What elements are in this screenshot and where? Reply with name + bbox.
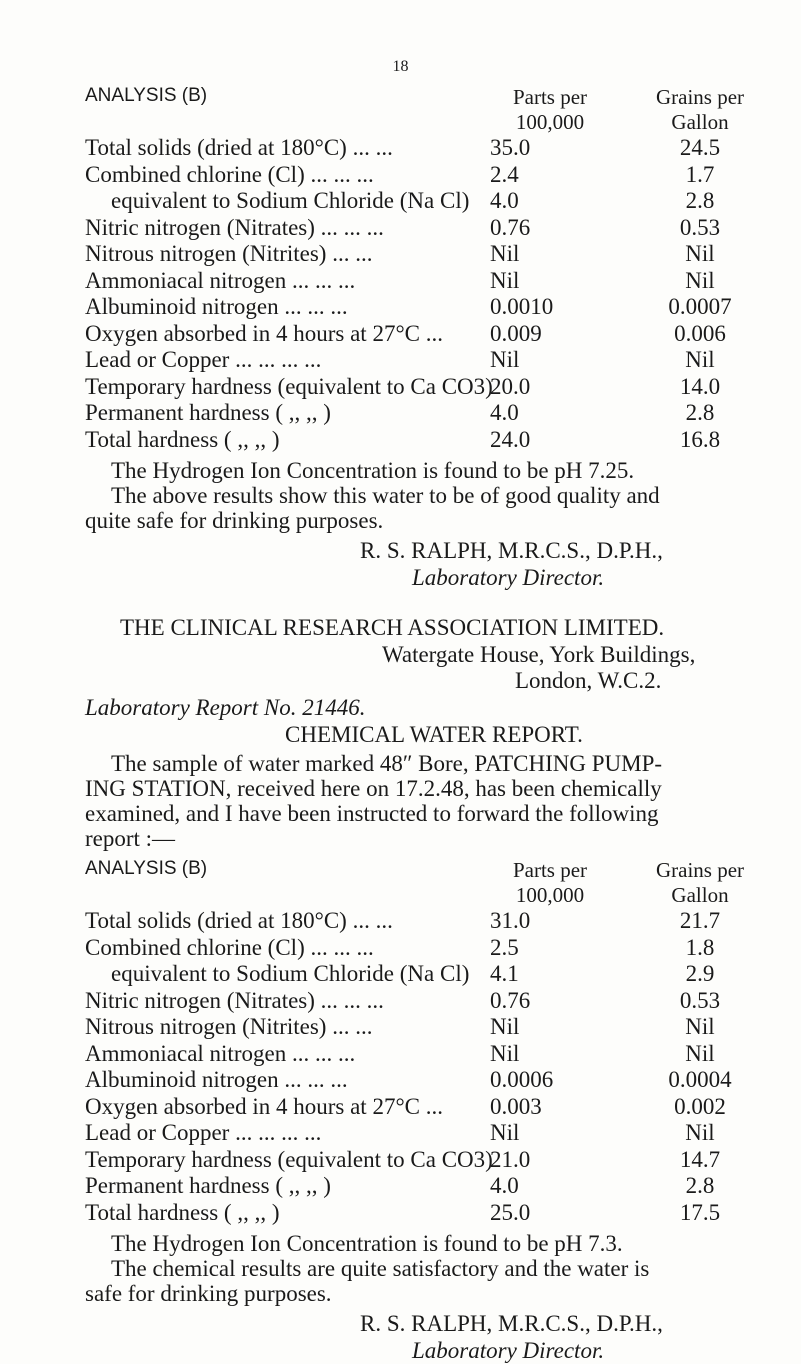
col-header-grains: Grains per Gallon <box>655 858 745 907</box>
signature-name: R. S. RALPH, M.R.C.S., D.P.H., <box>360 538 663 563</box>
parts-per-100000-value: 4.0 <box>490 188 519 213</box>
grains-per-gallon-value: 2.9 <box>685 961 715 986</box>
table-row <box>85 162 775 187</box>
table-row <box>85 935 775 960</box>
parts-per-100000-value: 0.003 <box>490 1093 542 1119</box>
table-row <box>85 321 775 346</box>
conclusion-line-2: safe for drinking purposes. <box>85 1281 332 1306</box>
grains-per-gallon-value: 0.002 <box>674 1093 726 1119</box>
row-label: Albuminoid nitrogen ... ... ... <box>85 294 348 319</box>
parts-per-100000-value: 25.0 <box>490 1199 531 1225</box>
row-label: Permanent hardness ( ,, ,, ) <box>85 400 331 425</box>
grains-per-gallon-value: Nil <box>685 1040 715 1066</box>
row-label: Nitric nitrogen (Nitrates) ... ... ... <box>85 987 384 1013</box>
row-label: Lead or Copper ... ... ... ... <box>85 347 322 372</box>
table-row <box>85 1200 775 1225</box>
parts-per-100000-value: Nil <box>490 267 520 293</box>
row-label: Temporary hardness (equivalent to Ca CO3) <box>85 373 493 399</box>
parts-per-100000-value: 24.0 <box>490 426 531 452</box>
page-number: 18 <box>392 58 409 75</box>
row-label: Albuminoid nitrogen ... ... ... <box>85 1067 348 1092</box>
row-label: Lead or Copper ... ... ... ... <box>85 1120 322 1145</box>
row-label: Oxygen absorbed in 4 hours at 27°C ... <box>85 320 443 346</box>
conclusion-line-1: The chemical results are quite satisfactory and the water is <box>111 1256 650 1281</box>
grains-per-gallon-value: 16.8 <box>679 426 721 452</box>
parts-per-100000-value: 21.0 <box>490 1146 531 1172</box>
row-label: Total solids (dried at 180°C) ... ... <box>85 908 393 933</box>
ph-line: The Hydrogen Ion Concentration is found to be pH 7.3. <box>111 1231 623 1256</box>
signature-title: Laboratory Director. <box>412 1338 605 1363</box>
table-row <box>85 1041 775 1066</box>
parts-per-100000-value: 4.1 <box>490 961 519 986</box>
parts-per-100000-value: 0.009 <box>490 320 542 346</box>
grains-per-gallon-value: 0.53 <box>679 987 721 1013</box>
table-row <box>85 988 775 1013</box>
row-label: Oxygen absorbed in 4 hours at 27°C ... <box>85 1093 443 1119</box>
grains-per-gallon-value: Nil <box>685 1120 715 1145</box>
row-label: Ammoniacal nitrogen ... ... ... <box>85 1040 356 1066</box>
table-row <box>85 400 775 425</box>
table-row <box>85 1014 775 1039</box>
row-label: Nitrous nitrogen (Nitrites) ... ... <box>85 241 373 266</box>
row-label: Nitrous nitrogen (Nitrites) ... ... <box>85 1014 373 1039</box>
row-label: Temporary hardness (equivalent to Ca CO3) <box>85 1146 493 1172</box>
address-line-2: London, W.C.2. <box>515 668 662 693</box>
ph-line: The Hydrogen Ion Concentration is found to be pH 7.25. <box>111 458 635 483</box>
intro-line-2: ING STATION, received here on 17.2.48, has been chemically <box>85 776 662 801</box>
grains-per-gallon-value: 14.7 <box>679 1146 721 1172</box>
grains-per-gallon-value: 2.8 <box>685 1173 715 1198</box>
signature-name: R. S. RALPH, M.R.C.S., D.P.H., <box>360 1311 663 1336</box>
table-row <box>85 268 775 293</box>
parts-per-100000-value: Nil <box>490 347 520 372</box>
table-row <box>85 215 775 240</box>
table-row <box>85 908 775 933</box>
conclusion-line-1: The above results show this water to be of good quality and <box>111 483 660 508</box>
grains-per-gallon-value: 2.8 <box>685 188 715 213</box>
grains-per-gallon-value: 14.0 <box>679 373 721 399</box>
parts-per-100000-value: 31.0 <box>490 908 531 933</box>
parts-per-100000-value: 0.0006 <box>490 1067 554 1092</box>
company-name: THE CLINICAL RESEARCH ASSOCIATION LIMITED. <box>120 615 665 640</box>
parts-per-100000-value: 0.76 <box>490 987 531 1013</box>
grains-per-gallon-value: Nil <box>685 241 715 266</box>
grains-per-gallon-value: Nil <box>685 347 715 372</box>
report-number: Laboratory Report No. 21446. <box>85 695 366 720</box>
parts-per-100000-value: Nil <box>490 1040 520 1066</box>
analysis-heading: ANALYSIS (B) <box>85 85 208 106</box>
table-row <box>85 1147 775 1172</box>
table-row <box>85 961 775 986</box>
parts-per-100000-value: Nil <box>490 1120 520 1145</box>
grains-per-gallon-value: 0.53 <box>679 214 721 240</box>
row-label: Total hardness ( ,, ,, ) <box>85 1199 280 1225</box>
signature-title: Laboratory Director. <box>412 565 605 590</box>
row-label: Total hardness ( ,, ,, ) <box>85 426 280 452</box>
table-row <box>85 347 775 372</box>
table-row <box>85 188 775 213</box>
intro-line-3: examined, and I have been instructed to forward the following <box>85 801 659 826</box>
parts-per-100000-value: 4.0 <box>490 1173 519 1198</box>
grains-per-gallon-value: 0.0007 <box>668 294 732 319</box>
row-label: equivalent to Sodium Chloride (Na Cl) <box>111 188 470 213</box>
row-label: Combined chlorine (Cl) ... ... ... <box>85 161 374 187</box>
intro-line-1: The sample of water marked 48″ Bore, PATCHING PUMP- <box>111 751 663 776</box>
conclusion-line-2: quite safe for drinking purposes. <box>85 508 384 533</box>
table-row <box>85 1173 775 1198</box>
table-row <box>85 1120 775 1145</box>
row-label: equivalent to Sodium Chloride (Na Cl) <box>111 961 470 986</box>
grains-per-gallon-value: 2.8 <box>685 400 715 425</box>
table-row <box>85 1094 775 1119</box>
col-header-parts: Parts per 100,000 <box>512 858 588 907</box>
grains-per-gallon-value: 21.7 <box>679 908 721 933</box>
row-label: Total solids (dried at 180°C) ... ... <box>85 135 393 160</box>
parts-per-100000-value: 0.0010 <box>490 294 554 319</box>
grains-per-gallon-value: 0.006 <box>674 320 726 346</box>
grains-per-gallon-value: 1.7 <box>685 161 715 187</box>
grains-per-gallon-value: Nil <box>685 1014 715 1039</box>
table-row <box>85 1067 775 1092</box>
parts-per-100000-value: 20.0 <box>490 373 531 399</box>
col-header-grains: Grains per Gallon <box>655 85 745 134</box>
table-row <box>85 135 775 160</box>
parts-per-100000-value: 2.4 <box>490 161 519 187</box>
address-line-1: Watergate House, York Buildings, <box>382 642 696 667</box>
grains-per-gallon-value: Nil <box>685 267 715 293</box>
grains-per-gallon-value: 17.5 <box>679 1199 721 1225</box>
parts-per-100000-value: Nil <box>490 241 520 266</box>
table-row <box>85 241 775 266</box>
grains-per-gallon-value: 0.0004 <box>668 1067 732 1092</box>
grains-per-gallon-value: 24.5 <box>679 135 721 160</box>
row-label: Nitric nitrogen (Nitrates) ... ... ... <box>85 214 384 240</box>
analysis-heading: ANALYSIS (B) <box>85 858 208 879</box>
table-row <box>85 374 775 399</box>
parts-per-100000-value: Nil <box>490 1014 520 1039</box>
parts-per-100000-value: 2.5 <box>490 934 519 960</box>
report-title: CHEMICAL WATER REPORT. <box>285 722 583 747</box>
intro-line-4: report :— <box>85 826 176 851</box>
parts-per-100000-value: 0.76 <box>490 214 531 240</box>
parts-per-100000-value: 4.0 <box>490 400 519 425</box>
row-label: Permanent hardness ( ,, ,, ) <box>85 1173 331 1198</box>
row-label: Ammoniacal nitrogen ... ... ... <box>85 267 356 293</box>
table-row <box>85 427 775 452</box>
grains-per-gallon-value: 1.8 <box>685 934 715 960</box>
col-header-parts: Parts per 100,000 <box>512 85 588 134</box>
table-row <box>85 294 775 319</box>
parts-per-100000-value: 35.0 <box>490 135 531 160</box>
row-label: Combined chlorine (Cl) ... ... ... <box>85 934 374 960</box>
